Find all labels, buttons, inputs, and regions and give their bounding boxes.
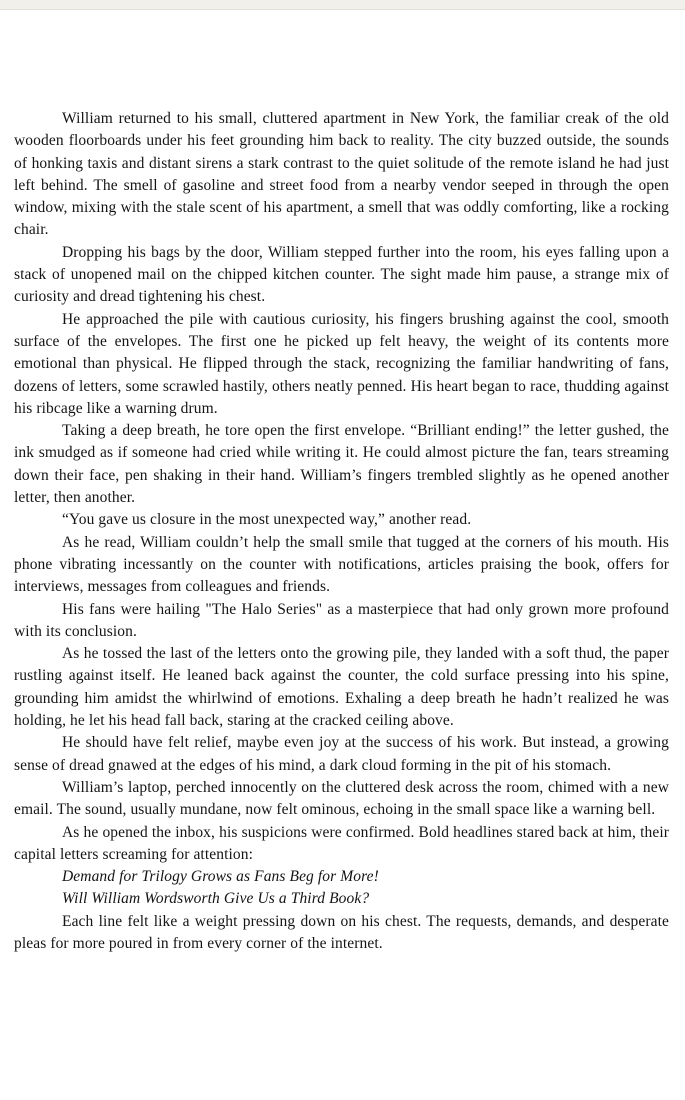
paragraph: His fans were hailing "The Halo Series" as a masterpiece that had only grown more profound with its conclusion. [14, 600, 669, 640]
page-top-edge [0, 0, 685, 10]
document-page [0, 10, 685, 955]
paragraph: Dropping his bags by the door, William stepped further into the room, his eyes falling upon a stack of unopened mail on the chipped kitchen counter. The sight made him pause, a strange mix of curiosity and dread tightening his chest. [14, 243, 669, 306]
paragraph: William’s laptop, perched innocently on the cluttered desk across the room, chimed with a new email. The sound, usually mundane, now felt ominous, echoing in the small space like a warning bell. [14, 778, 669, 819]
email-headline: Will William Wordsworth Give Us a Third Book? [62, 890, 370, 908]
paragraph: He approached the pile with cautious curiosity, his fingers brushing against the cool, smooth surface of the envelopes. The first one he picked up felt heavy, the weight of its contents more emotional than physical. He flipped through the stack, recognizing the familiar handwriting of fans, dozens of letters, some scrawled hastily, others neatly penned. His heart began to race, thudding against his ribcage like a warning drum. [14, 310, 669, 417]
paragraph: William returned to his small, cluttered apartment in New York, the familiar creak of the old wooden floorboards under his feet grounding him back to reality. The city buzzed outside, the sounds of honking taxis and distant sirens a stark contrast to the quiet solitude of the remote island he had just left behind. The smell of gasoline and street food from a nearby vendor seeped in through the open window, mixing with the stale scent of his apartment, a smell that was oddly comforting, like a rocking chair. [14, 110, 669, 239]
paragraph: He should have felt relief, maybe even joy at the success of his work. But instead, a growing sense of dread gnawed at the edges of his mind, a dark cloud forming in the pit of his stomach. [14, 734, 669, 774]
email-headline: Demand for Trilogy Grows as Fans Beg for More! [62, 868, 379, 886]
paragraph: Each line felt like a weight pressing down on his chest. The requests, demands, and desperate pleas for more poured in from every corner of the internet. [14, 912, 669, 952]
paragraph-quote: “You gave us closure in the most unexpected way,” another read. [62, 511, 472, 529]
paragraph: As he tossed the last of the letters onto the growing pile, they landed with a soft thud, the paper rustling against itself. He leaned back against the counter, the cold surface pressing into his spine, grounding him amidst the whirlwind of emotions. Exhaling a deep breath he hadn’t realized he was holding, he let his head fall back, staring at the cracked ceiling above. [14, 645, 669, 730]
paragraph: Taking a deep breath, he tore open the first envelope. “Brilliant ending!” the letter gushed, the ink smudged as if someone had cried while writing it. He could almost picture the fan, tears streaming down their face, pen shaking in their hand. William’s fingers trembled slightly as he opened another letter, then another. [14, 422, 669, 507]
paragraph: As he opened the inbox, his suspicions were confirmed. Bold headlines stared back at him, their capital letters screaming for attention: [14, 823, 669, 863]
paragraph: As he read, William couldn’t help the small smile that tugged at the corners of his mouth. His phone vibrating incessantly on the counter with notifications, articles praising the book, offers for interviews, messages from colleagues and friends. [14, 533, 669, 596]
